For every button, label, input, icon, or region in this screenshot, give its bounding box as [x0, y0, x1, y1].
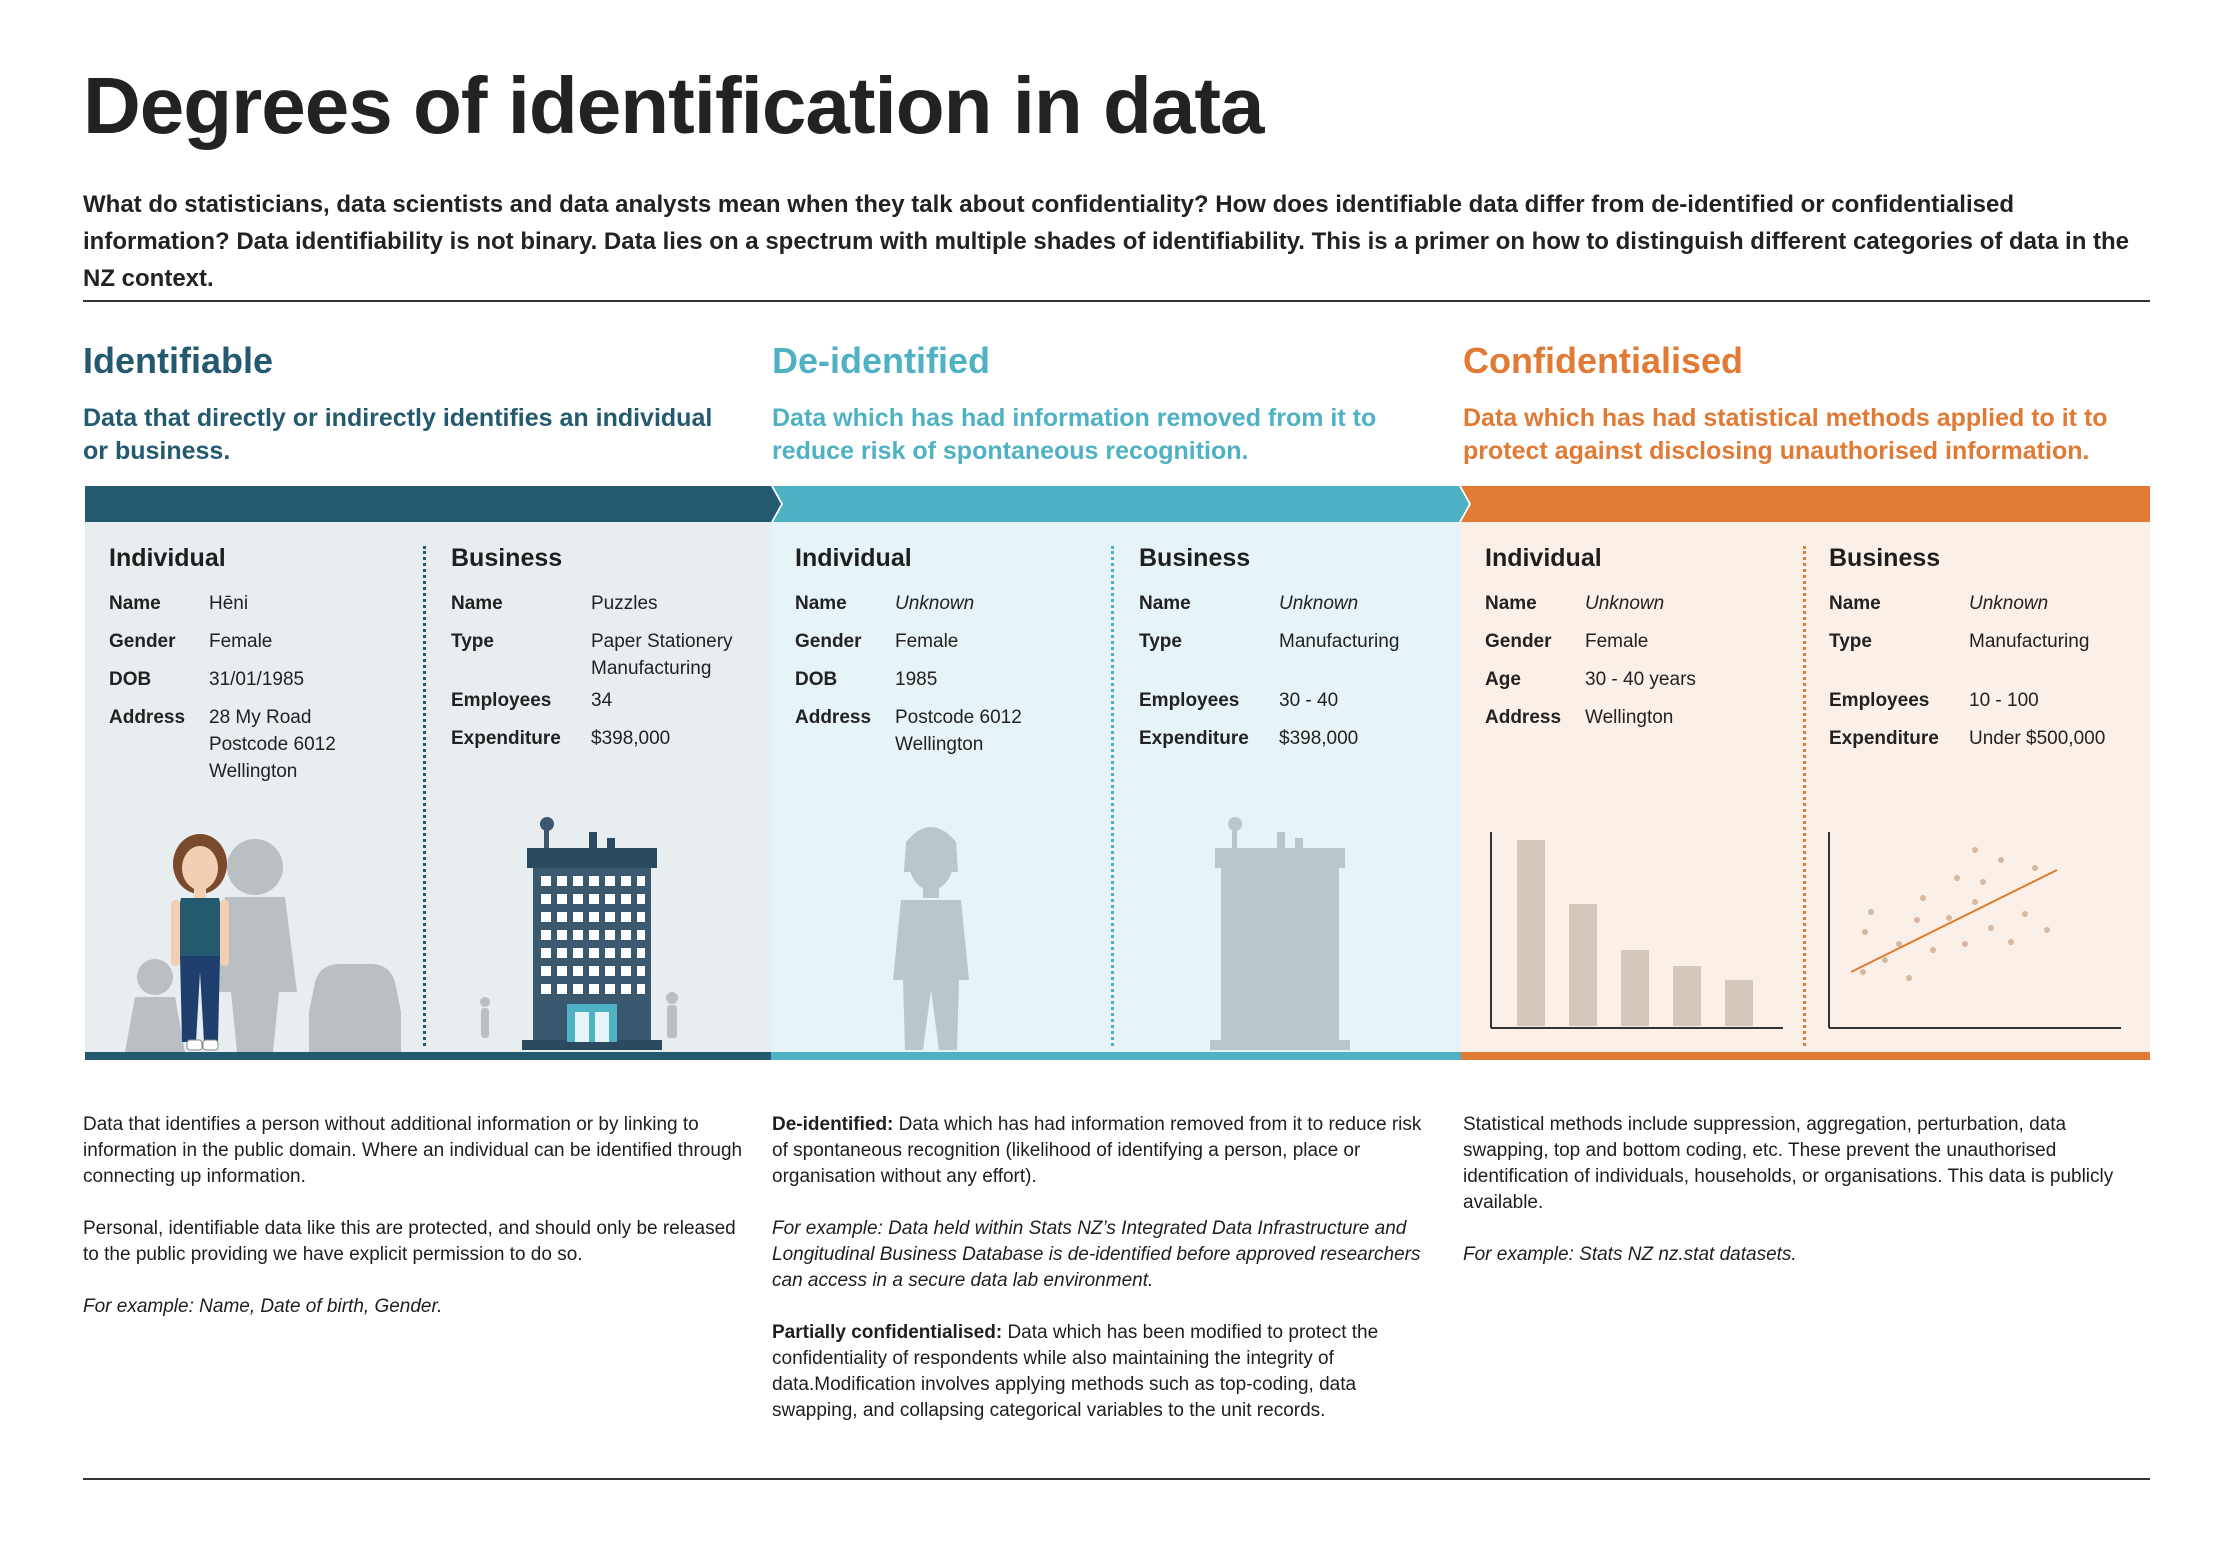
- term-deidentified: De-identified:: [772, 1114, 894, 1135]
- deidentified-individual-card: [771, 522, 1091, 1052]
- bar: [1621, 950, 1649, 1026]
- definition-text: Data which has had information removed from it to reduce risk of spontaneous recognition (likelihood of identifying a person, place or organisation without any effort).: [772, 1114, 1422, 1187]
- identifiable-business-rows: [451, 590, 761, 763]
- identifiable-business-card: [427, 522, 747, 1052]
- point: [1998, 857, 2004, 863]
- field-label: Age: [1485, 669, 1521, 690]
- field-value: Female: [1585, 631, 1649, 652]
- field-label: Gender: [795, 631, 862, 652]
- deidentified-business-rows: [1139, 590, 1449, 763]
- field-value: 1985: [895, 669, 938, 690]
- bar-chart-icon: [1487, 832, 1787, 1032]
- point: [2032, 865, 2038, 871]
- field-row: [795, 628, 1105, 655]
- example-text: For example: Stats NZ nz.stat datasets.: [1463, 1244, 1797, 1265]
- trend-line: [1851, 870, 2057, 972]
- field-label: Employees: [451, 690, 552, 711]
- field-value: 28 My Road Postcode 6012 Wellington: [209, 707, 336, 782]
- field-label: Name: [1829, 593, 1881, 614]
- point: [2044, 927, 2050, 933]
- definition-text: Data which has been modified to protect the confidentiality of respondents while also maintaining the integrity of data.Modification involves applying methods such as top-coding, data swapping, and collapsing categorical variables to the unit records.: [772, 1322, 1379, 1421]
- spectrum-arrow-band: [0, 486, 2224, 522]
- point: [1962, 941, 1968, 947]
- field-value: Paper Stationery Manufacturing: [591, 631, 733, 679]
- field-label: Address: [795, 707, 872, 728]
- identifiable-heading: Identifiable: [83, 340, 274, 381]
- identifiable-subheading: Data that directly or indirectly identifies an individual or business.: [83, 404, 713, 465]
- field-label: Expenditure: [1829, 728, 1939, 749]
- point: [1882, 957, 1888, 963]
- deidentified-description: [772, 1112, 1432, 1450]
- identifiable-divider: [423, 546, 426, 1046]
- field-value: Under $500,000: [1969, 728, 2106, 749]
- intro-text: What do statisticians, data scientists and data analysts mean when they talk about confidentiality? How does identifiable data differ from de-identified or confidentialised information? Data identifiability is not binary. Data lies on a spectrum with multiple shades of identifiability. This is a primer on how to distinguish different categories of data in the NZ context.: [83, 191, 2130, 292]
- deidentified-arrow: [773, 486, 1469, 522]
- identifiable-individual-rows: [109, 590, 419, 796]
- office-building-icon: [467, 812, 717, 1052]
- field-label: Address: [1485, 707, 1562, 728]
- field-value: Unknown: [1279, 593, 1359, 614]
- field-value: Manufacturing: [1969, 631, 2090, 652]
- point: [1860, 969, 1866, 975]
- point: [1906, 975, 1912, 981]
- bar: [1725, 980, 1753, 1026]
- field-value: 31/01/1985: [209, 669, 305, 690]
- field-row: [1485, 628, 1795, 655]
- field-value: $398,000: [591, 728, 671, 749]
- point: [1988, 925, 1994, 931]
- field-row: [109, 628, 419, 655]
- field-label: Employees: [1829, 690, 1930, 711]
- field-row: [1485, 666, 1795, 693]
- anonymous-building-icon: [1175, 812, 1375, 1052]
- field-row: [795, 590, 1105, 617]
- confidentialised-subheading: Data which has had statistical methods applied to it to protect against disclosing unauthorised information.: [1463, 404, 2108, 465]
- field-value: Wellington: [1585, 707, 1674, 728]
- deidentified-heading: De-identified: [772, 340, 991, 381]
- point: [1930, 947, 1936, 953]
- field-row: [1485, 590, 1795, 617]
- field-label: Expenditure: [451, 728, 561, 749]
- point: [1972, 899, 1978, 905]
- field-value: Unknown: [1969, 593, 2049, 614]
- field-value: $398,000: [1279, 728, 1359, 749]
- deidentified-panel: [771, 522, 1461, 1052]
- field-label: DOB: [795, 669, 838, 690]
- description-paragraph: Statistical methods include suppression, aggregation, perturbation, data swapping, top and bottom coding, etc. These prevent the unauthorised identification of individuals, households, or organisations. This data is publicly available.: [1463, 1114, 2114, 1213]
- field-value: Unknown: [895, 593, 975, 614]
- confidentialised-individual-card: [1461, 522, 1781, 1052]
- field-value: Unknown: [1585, 593, 1665, 614]
- deidentified-business-card: [1115, 522, 1435, 1052]
- field-row: [1139, 725, 1449, 752]
- point: [2008, 939, 2014, 945]
- scatter-plot-icon: [1825, 832, 2125, 1032]
- field-row: [1829, 725, 2139, 752]
- term-partially-confidentialised: Partially confidentialised:: [772, 1322, 1003, 1343]
- bar: [1673, 966, 1701, 1026]
- field-row: [795, 666, 1105, 693]
- field-value: Female: [895, 631, 959, 652]
- deidentified-individual-rows: [795, 590, 1105, 769]
- point: [1954, 875, 1960, 881]
- anonymous-person-icon: [871, 822, 991, 1052]
- identifiable-header: [83, 340, 743, 468]
- deidentified-divider: [1111, 546, 1114, 1046]
- example-text: For example: Name, Date of birth, Gender.: [83, 1296, 443, 1317]
- field-row: [451, 628, 761, 679]
- description-paragraph: [772, 1320, 1432, 1424]
- field-row: [109, 704, 419, 785]
- field-value: Manufacturing: [1279, 631, 1400, 652]
- field-value: 30 - 40 years: [1585, 669, 1696, 690]
- field-label: Employees: [1139, 690, 1240, 711]
- field-row: [1139, 590, 1449, 617]
- field-label: Expenditure: [1139, 728, 1249, 749]
- point: [1868, 909, 1874, 915]
- field-row: [451, 725, 761, 752]
- field-row: [795, 704, 1105, 758]
- deidentified-subheading: Data which has had information removed from it to reduce risk of spontaneous recognition.: [772, 404, 1377, 465]
- description-paragraph: Personal, identifiable data like this are protected, and should only be released to the public providing we have explicit permission to do so.: [83, 1218, 736, 1265]
- bar: [1517, 840, 1545, 1026]
- identifiable-arrow: [85, 486, 781, 522]
- confidentialised-arrow: [1461, 486, 2150, 522]
- field-value: 34: [591, 690, 613, 711]
- identifiable-panel: [85, 522, 771, 1052]
- field-row: [1139, 687, 1449, 714]
- identifiable-business-title: Business: [451, 544, 563, 572]
- deidentified-business-title: Business: [1139, 544, 1251, 572]
- confidentialised-bottom-bar: [1461, 1052, 2150, 1060]
- field-row: [1139, 628, 1449, 676]
- confidentialised-heading: Confidentialised: [1463, 340, 1744, 381]
- confidentialised-individual-title: Individual: [1485, 544, 1602, 572]
- field-label: Gender: [1485, 631, 1552, 652]
- confidentialised-individual-rows: [1485, 590, 1795, 742]
- field-row: [451, 590, 761, 617]
- point: [1972, 847, 1978, 853]
- field-label: Type: [451, 631, 494, 652]
- confidentialised-panel: [1461, 522, 2150, 1052]
- deidentified-bottom-bar: [771, 1052, 1461, 1060]
- field-row: [109, 666, 419, 693]
- field-row: [1829, 628, 2139, 676]
- deidentified-individual-title: Individual: [795, 544, 912, 572]
- top-divider: [83, 300, 2150, 302]
- field-value: Female: [209, 631, 273, 652]
- field-row: [451, 687, 761, 714]
- field-label: Name: [1139, 593, 1191, 614]
- identifiable-bottom-bar: [85, 1052, 771, 1060]
- bar: [1569, 904, 1597, 1026]
- field-value: 10 - 100: [1969, 690, 2039, 711]
- confidentialised-business-card: [1805, 522, 2125, 1052]
- field-label: Name: [1485, 593, 1537, 614]
- description-paragraph: Data that identifies a person without additional information or by linking to information in the public domain. Where an individual can be identified through connecting up information.: [83, 1114, 743, 1187]
- field-row: [1829, 590, 2139, 617]
- woman-figure-icon: [105, 822, 405, 1052]
- point: [1914, 917, 1920, 923]
- confidentialised-description: [1463, 1112, 2123, 1294]
- identifiable-description: [83, 1112, 743, 1346]
- point: [1946, 915, 1952, 921]
- deidentified-header: [772, 340, 1432, 468]
- confidentialised-header: [1463, 340, 2123, 468]
- point: [1862, 929, 1868, 935]
- field-label: Name: [109, 593, 161, 614]
- field-label: Type: [1139, 631, 1182, 652]
- point: [2022, 911, 2028, 917]
- description-paragraph: [772, 1112, 1432, 1190]
- field-value: 30 - 40: [1279, 690, 1339, 711]
- bottom-divider: [83, 1478, 2150, 1480]
- field-value: Puzzles: [591, 593, 658, 614]
- field-value: Hēni: [209, 593, 249, 614]
- identifiable-individual-card: [85, 522, 405, 1052]
- field-row: [1829, 687, 2139, 714]
- field-label: Address: [109, 707, 186, 728]
- field-value: Postcode 6012 Wellington: [895, 707, 1022, 755]
- point: [1980, 879, 1986, 885]
- identifiable-individual-title: Individual: [109, 544, 226, 572]
- field-row: [1485, 704, 1795, 731]
- confidentialised-business-title: Business: [1829, 544, 1941, 572]
- field-row: [109, 590, 419, 617]
- point: [1920, 895, 1926, 901]
- field-label: Name: [795, 593, 847, 614]
- field-label: DOB: [109, 669, 152, 690]
- page-title: Degrees of identification in data: [83, 61, 1264, 150]
- confidentialised-business-rows: [1829, 590, 2139, 763]
- example-text: For example: Data held within Stats NZ’s Integrated Data Infrastructure and Longitudinal Business Database is de-identified before approved researchers can access in a secure data lab environment.: [772, 1218, 1421, 1291]
- field-label: Gender: [109, 631, 176, 652]
- field-label: Type: [1829, 631, 1872, 652]
- field-label: Name: [451, 593, 503, 614]
